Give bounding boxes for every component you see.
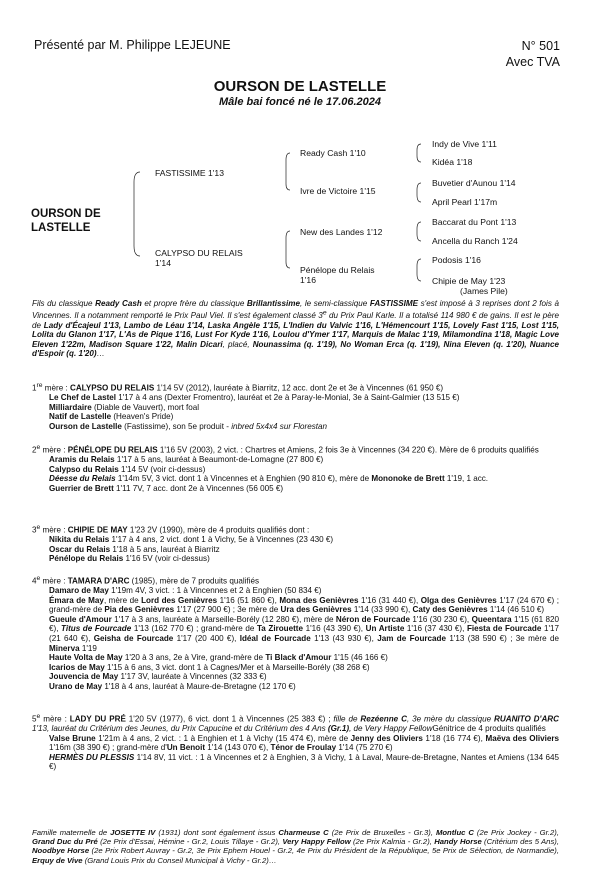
dam-desc: 1'13, lauréat du Critérium des Jeunes, du Prix Capucine et du Critérium des 4 Ans bbox=[32, 724, 328, 734]
intro-text: Fils du classique bbox=[32, 299, 96, 308]
produce-name: Damaro de May bbox=[49, 586, 109, 596]
family-text: (2e Prix Robert Auvray - Gr.2, 3e Prix Ephem Houel - Gr.2, 4e Prix du Président de la République, 5e Prix de Sélection, de Normandie), bbox=[89, 846, 560, 856]
family-paragraph bbox=[32, 828, 559, 865]
pedigree-dss: Baccarat du Pont 1'13 bbox=[432, 217, 517, 227]
family-text: (2e Prix de Bruxelles - Gr.3), bbox=[328, 828, 436, 837]
dam-desc-name: (Gr.1) bbox=[327, 724, 350, 734]
produce-desc: 1'14 5V (voir ci-dessus) bbox=[118, 464, 206, 474]
third-dam-section bbox=[32, 523, 559, 564]
intro-name: Ready Cash bbox=[95, 299, 142, 308]
dam-name: TAMARA D'ARC bbox=[67, 576, 130, 586]
intro-text: et propre frère du classique bbox=[141, 299, 247, 308]
dam-desc: 1'23 2V (1990), mère de 4 produits qualifiés dont : bbox=[127, 525, 310, 535]
intro-text: , le semi-classique bbox=[300, 299, 370, 308]
dam-label: mère : bbox=[40, 576, 68, 586]
produce-desc: (Diable de Vauvert), mort foal bbox=[91, 402, 200, 412]
produce-desc: 1'17 (24 670 €) ; grand-mère de bbox=[49, 595, 559, 615]
produce-desc: 1'16 (37 430 €), bbox=[404, 624, 467, 634]
dam-desc: , 3e mère du classique bbox=[406, 714, 495, 724]
dam-label: 2 bbox=[32, 445, 37, 455]
produce-desc: 1'17 à 3 ans, lauréate à Marseille-Borély (12 280 €), mère de bbox=[111, 614, 336, 624]
dam-desc: 1'16 5V (2003), 2 vict. : Chartres et Amiens, 2 fois 3e à Vincennes (34 220 €). Mère de 6 produits qualifiés bbox=[157, 445, 539, 455]
grand-produce: Mona des Genièvres bbox=[279, 595, 359, 605]
produce-name: Ourson de Lastelle bbox=[49, 421, 122, 431]
grand-produce: Maëva des Oliviers bbox=[485, 733, 559, 743]
grand-produce: Titus de Fourcade bbox=[61, 624, 132, 634]
produce-name: Pénélope du Relais bbox=[49, 554, 124, 564]
dam-label-sup: re bbox=[36, 382, 43, 389]
dam-desc: 1'14 5V (2012), lauréate à Biarritz, 12 acc. dont 2e et 3e à Vincennes (61 950 €) bbox=[154, 383, 444, 393]
dam-desc: fille de bbox=[333, 714, 361, 724]
family-text: (Critérium des 5 Ans), bbox=[481, 837, 559, 847]
intro-progeny: Nounassima (q. 1'19), No Woman Erca (q. 1'19), Nina Eleven (q. 1'20), Nuance d'Espoir (q. 1'20) bbox=[32, 339, 559, 359]
dam-name: LADY DU PRÉ bbox=[69, 714, 126, 724]
dam-label: 1 bbox=[32, 383, 37, 393]
produce-desc: 1'17 à 4 ans, 2 vict. dont 1 à Vichy, 5e à Vincennes (23 430 €) bbox=[109, 535, 334, 545]
produce-desc: 1'17 à 5 ans, lauréat à Beaumont-de-Lomagne (27 800 €) bbox=[114, 455, 324, 465]
produce-desc: 1'19m 4V, 3 vict. : 1 à Vincennes et 2 à Enghien (50 834 €) bbox=[108, 586, 322, 596]
dam-label: mère : bbox=[42, 383, 70, 393]
dam-label-sup: e bbox=[36, 524, 41, 531]
dam-label-sup: e bbox=[36, 444, 41, 451]
produce-name: Déesse du Relais bbox=[49, 474, 116, 484]
produce-desc: , mère de bbox=[103, 595, 142, 605]
grand-produce: Jenny des Oliviers bbox=[350, 733, 423, 743]
subject-line-1: OURSON DE bbox=[31, 208, 101, 220]
produce-desc: 1'15 (61 820 €), bbox=[49, 614, 559, 634]
produce-desc: 1'11 7V, 7 acc. dont 2e à Vincennes (56 005 €) bbox=[113, 483, 284, 493]
produce-name: Jouvencia de May bbox=[49, 672, 119, 682]
grand-produce: Caty des Genièvres bbox=[412, 605, 488, 615]
grand-produce: Ura des Genièvres bbox=[280, 605, 352, 615]
pedigree-sss: Indy de Vive 1'11 bbox=[432, 139, 497, 149]
produce-name: Calypso du Relais bbox=[49, 464, 119, 474]
intro-text: du Prix Paul Karle. Il a totalisé 114 980 € de gains. Il est le père de bbox=[32, 311, 559, 330]
horse-description: Mâle bai foncé né le 17.06.2024 bbox=[218, 96, 382, 108]
family-text: (2e Prix d'Essai, Hémine - Gr.2, Louis Tillaye - Gr.2), bbox=[97, 837, 283, 847]
grand-produce: Un Benoit bbox=[166, 743, 206, 753]
pedigree-dam-sire: New des Landes 1'12 bbox=[300, 227, 383, 237]
produce-desc: 1'16 (30 230 €), bbox=[409, 614, 472, 624]
produce-desc: 1'14 (143 070 €), bbox=[205, 743, 271, 753]
family-name: Charmeuse C bbox=[278, 828, 329, 837]
produce-name: Nikita du Relais bbox=[49, 535, 110, 545]
first-dam-section bbox=[32, 381, 559, 431]
produce-desc: (Heaven's Pride) bbox=[111, 412, 174, 422]
dam-name: CHIPIE DE MAY bbox=[67, 525, 128, 535]
intro-sup: e bbox=[322, 309, 327, 317]
produce-name: Aramis du Relais bbox=[49, 455, 115, 465]
grand-produce: Néron de Fourcade bbox=[335, 614, 410, 624]
dam-desc: (1985), mère de 7 produits qualifiés bbox=[129, 576, 260, 586]
dam-line-2: 1'14 bbox=[155, 258, 171, 268]
dam-line-1: CALYPSO DU RELAIS bbox=[155, 248, 243, 258]
produce-desc: 1'16 (51 860 €), bbox=[217, 595, 280, 605]
dam-desc-name: Rezéenne C bbox=[360, 714, 407, 724]
produce-desc: 1'14 (33 990 €), bbox=[351, 605, 413, 615]
pedigree-dam-dam bbox=[300, 265, 375, 285]
produce-desc: 1'17 (27 900 €) ; 3e mère de bbox=[174, 605, 281, 615]
grand-produce: Jam de Fourcade bbox=[377, 633, 446, 643]
family-name: Erquy de Vive bbox=[32, 855, 83, 865]
dam-desc: Génitrice de 4 produits qualifiés bbox=[432, 724, 546, 734]
grand-produce: Ta Zirouette bbox=[256, 624, 304, 634]
produce-name: Guerrier de Brett bbox=[49, 483, 114, 493]
dam-label: mère : bbox=[40, 445, 68, 455]
produce-name: Milliardaire bbox=[49, 402, 92, 412]
produce-name: Émara de May bbox=[49, 595, 104, 605]
produce-desc: 1'17 3V, lauréate à Vincennes (32 333 €) bbox=[118, 672, 267, 682]
produce-desc: (Fastissime), son 5e produit - bbox=[121, 421, 232, 431]
fifth-dam-section bbox=[32, 712, 559, 772]
produce-name: Haute Volta de May bbox=[49, 653, 123, 663]
family-name: JOSETTE IV bbox=[110, 828, 156, 837]
fourth-dam-section bbox=[32, 574, 559, 691]
dam-label: mère : bbox=[40, 525, 68, 535]
dam-dam-line-2: 1'16 bbox=[300, 275, 316, 285]
intro-name: Brillantissime bbox=[246, 299, 301, 308]
grand-produce: Mononoke de Brett bbox=[371, 474, 445, 484]
family-name: Very Happy Fellow bbox=[282, 837, 351, 847]
produce-desc: 1'19, 1 acc. bbox=[444, 474, 489, 484]
dam-desc: 1'20 5V (1977), 6 vict. dont 1 à Vincennes (25 383 €) ; bbox=[125, 714, 334, 724]
produce-desc: 1'19 bbox=[79, 643, 97, 653]
family-text: (2e Prix Kalmia - Gr.2), bbox=[350, 837, 435, 847]
grand-produce: Geisha de Fourcade bbox=[93, 633, 174, 643]
produce-desc: 1'14m 5V, 3 vict. dont 1 à Vincennes et à Enghien (90 810 €), mère de bbox=[115, 474, 372, 484]
grand-produce: Lord des Genièvres bbox=[141, 595, 218, 605]
family-text: (1931) dont sont également issus bbox=[155, 828, 279, 837]
dam-label: 4 bbox=[32, 576, 37, 586]
subject-line-2: LASTELLE bbox=[31, 222, 91, 234]
ddd-line-1: Chipie de May 1'23 bbox=[432, 276, 506, 286]
produce-desc: 1'16 (43 390 €), bbox=[303, 624, 366, 634]
dam-desc: , de Very Happy Fellow bbox=[349, 724, 433, 734]
family-name: Handy Horse bbox=[434, 837, 482, 847]
produce-desc: 1'20 à 3 ans, 2e à Vire, grand-mère de bbox=[122, 653, 266, 663]
produce-desc: 1'17 à 4 ans (Dexter Fromentro), lauréat et 2e à Paray-le-Monial, 3e à Saint-Galmier (13 515 €) bbox=[116, 393, 460, 403]
intro-text: … bbox=[96, 349, 105, 359]
pedigree-sdd: April Pearl 1'17m bbox=[432, 197, 498, 207]
produce-name: Oscar du Relais bbox=[49, 544, 111, 554]
grand-produce: Queentara bbox=[471, 614, 512, 624]
vat-status: Avec TVA bbox=[505, 55, 560, 69]
ddd-line-2: (James Pile) bbox=[460, 286, 508, 296]
produce-desc: 1'14 8V, 11 vict. : 1 à Vincennes et 2 à Enghien, 3 à Vichy, 1 à Laval, Maure-de-Bretagne, Nantes et Amiens (134 645 €) bbox=[49, 752, 559, 772]
intro-text: s'est imposé à 3 reprises dont 2 fois à Vincennes. Il a notamment remporté le Prix Paul Viel. Il s'est également classé 3 bbox=[32, 299, 559, 321]
produce-desc: 1'14 (75 270 €) bbox=[336, 743, 393, 753]
grand-produce: Ténor de Froulay bbox=[270, 743, 337, 753]
grand-produce: Un Artiste bbox=[365, 624, 405, 634]
produce-desc: 1'13 (43 930 €), bbox=[310, 633, 378, 643]
grand-produce: Olga des Genièvres bbox=[420, 595, 497, 605]
produce-name: Urano de May bbox=[49, 681, 103, 691]
produce-desc: 1'15 à 6 ans, 3 vict. dont 1 à Cagnes/Mer et à Marseille-Borély (38 268 €) bbox=[104, 662, 370, 672]
dam-dam-line-1: Pénélope du Relais bbox=[300, 265, 375, 275]
produce-desc: 1'18 (16 774 €), bbox=[422, 733, 486, 743]
pedigree-sire-dam: Ivre de Victoire 1'15 bbox=[300, 186, 376, 196]
produce-desc: 1'17 (20 400 €), bbox=[173, 633, 240, 643]
second-dam-section bbox=[32, 443, 559, 493]
produce-desc: 1'14 (46 510 €) bbox=[487, 605, 545, 615]
pedigree-ddd bbox=[432, 276, 508, 296]
pedigree-sire-sire: Ready Cash 1'10 bbox=[300, 148, 366, 158]
produce-name: Valse Brune bbox=[49, 733, 96, 743]
produce-desc: 1'16 (31 440 €), bbox=[358, 595, 421, 605]
produce-desc: 1'17 (21 640 €), bbox=[49, 624, 560, 643]
produce-desc: 1'21m à 4 ans, 2 vict. : 1 à Enghien et 1 à Vichy (15 474 €), mère de bbox=[95, 733, 351, 743]
produce-desc: 1'13 (38 590 €) ; 3e mère de bbox=[446, 633, 559, 643]
intro-name: FASTISSIME bbox=[369, 299, 419, 308]
dam-label-sup: e bbox=[36, 575, 41, 582]
pedigree-sire: FASTISSIME 1'13 bbox=[155, 168, 224, 178]
grand-produce: Minerva bbox=[49, 643, 80, 653]
dam-label-sup: e bbox=[36, 713, 41, 720]
produce-desc: 1'18 à 5 ans, lauréat à Biarritz bbox=[110, 544, 220, 554]
inbreeding-note: inbred 5x4x4 sur Florestan bbox=[231, 421, 328, 431]
family-text: (Grand Louis Prix du Conseil Municipal à Vichy - Gr.2)… bbox=[82, 855, 277, 865]
sire-paragraph bbox=[32, 299, 559, 359]
grand-produce: Fiesta de Fourcade bbox=[466, 624, 542, 634]
family-text: (2e Prix Jockey - Gr.2), bbox=[473, 828, 559, 837]
lot-number: N° 501 bbox=[521, 39, 560, 53]
grand-produce: Pia des Genièvres bbox=[104, 605, 175, 615]
produce-desc: 1'18 à 4 ans, lauréat à Maure-de-Bretagne (12 170 €) bbox=[102, 681, 296, 691]
intro-text: , placé, bbox=[222, 339, 253, 349]
family-name: Grand Duc du Pré bbox=[32, 837, 98, 847]
dam-label: 5 bbox=[32, 714, 37, 724]
produce-desc: 1'13 (162 770 €) ; grand-mère de bbox=[131, 624, 257, 634]
family-name: Noodbye Horse bbox=[32, 846, 90, 856]
dam-label: 3 bbox=[32, 525, 37, 535]
produce-desc: 1'15 (46 166 €) bbox=[331, 653, 388, 663]
horse-name: OURSON DE LASTELLE bbox=[213, 78, 387, 95]
intro-progeny: Lady d'Écajeul 1'13, Lambo de Léau 1'14, Laska Angèle 1'15, L'Indien du Valvic 1'16, L'Hémencourt 1'15, Lovely Fast 1'15, Lost 1'15, Lolita du Glanon 1'17, L'As de Pique 1'16, Lust For Kyde 1'16, Loulou d'Ymer 1'17, Marquis de Malac 1'19, Milamondina 1'18, Magic Love Eleven 1'22m, Madison Square 1'22, Malin Dicari bbox=[32, 320, 559, 349]
pedigree-dds: Podosis 1'16 bbox=[432, 255, 481, 265]
pedigree-sds: Buvetier d'Aunou 1'14 bbox=[432, 178, 516, 188]
produce-name: HERMÈS DU PLESSIS bbox=[49, 752, 135, 762]
produce-desc: 1'16 5V (voir ci-dessus) bbox=[123, 554, 210, 564]
produce-desc: 1'16m (38 390 €) ; grand-mère d' bbox=[49, 743, 167, 753]
pedigree-dam bbox=[155, 248, 243, 268]
presenter-line: Présenté par M. Philippe LEJEUNE bbox=[34, 38, 231, 52]
produce-name: Gueule d'Amour bbox=[49, 614, 112, 624]
dam-label: mère : bbox=[40, 714, 70, 724]
dam-desc-name: RUANITO D'ARC bbox=[494, 714, 559, 724]
produce-name: Natif de Lastelle bbox=[49, 412, 112, 422]
grand-produce: Idéal de Fourcade bbox=[239, 633, 311, 643]
produce-name: Le Chef de Lastel bbox=[49, 393, 117, 403]
family-text: Famille maternelle de bbox=[32, 828, 111, 837]
dam-name: CALYPSO DU RELAIS bbox=[69, 383, 155, 393]
dam-name: PÉNÉLOPE DU RELAIS bbox=[67, 445, 158, 455]
pedigree-ssd: Kidéa 1'18 bbox=[432, 157, 473, 167]
produce-name: Icarios de May bbox=[49, 662, 105, 672]
pedigree-dsd: Ancella du Ranch 1'24 bbox=[432, 236, 518, 246]
grand-produce: Ti Black d'Amour bbox=[265, 653, 332, 663]
family-name: Montluc C bbox=[435, 828, 474, 837]
pedigree-subject bbox=[31, 207, 101, 235]
